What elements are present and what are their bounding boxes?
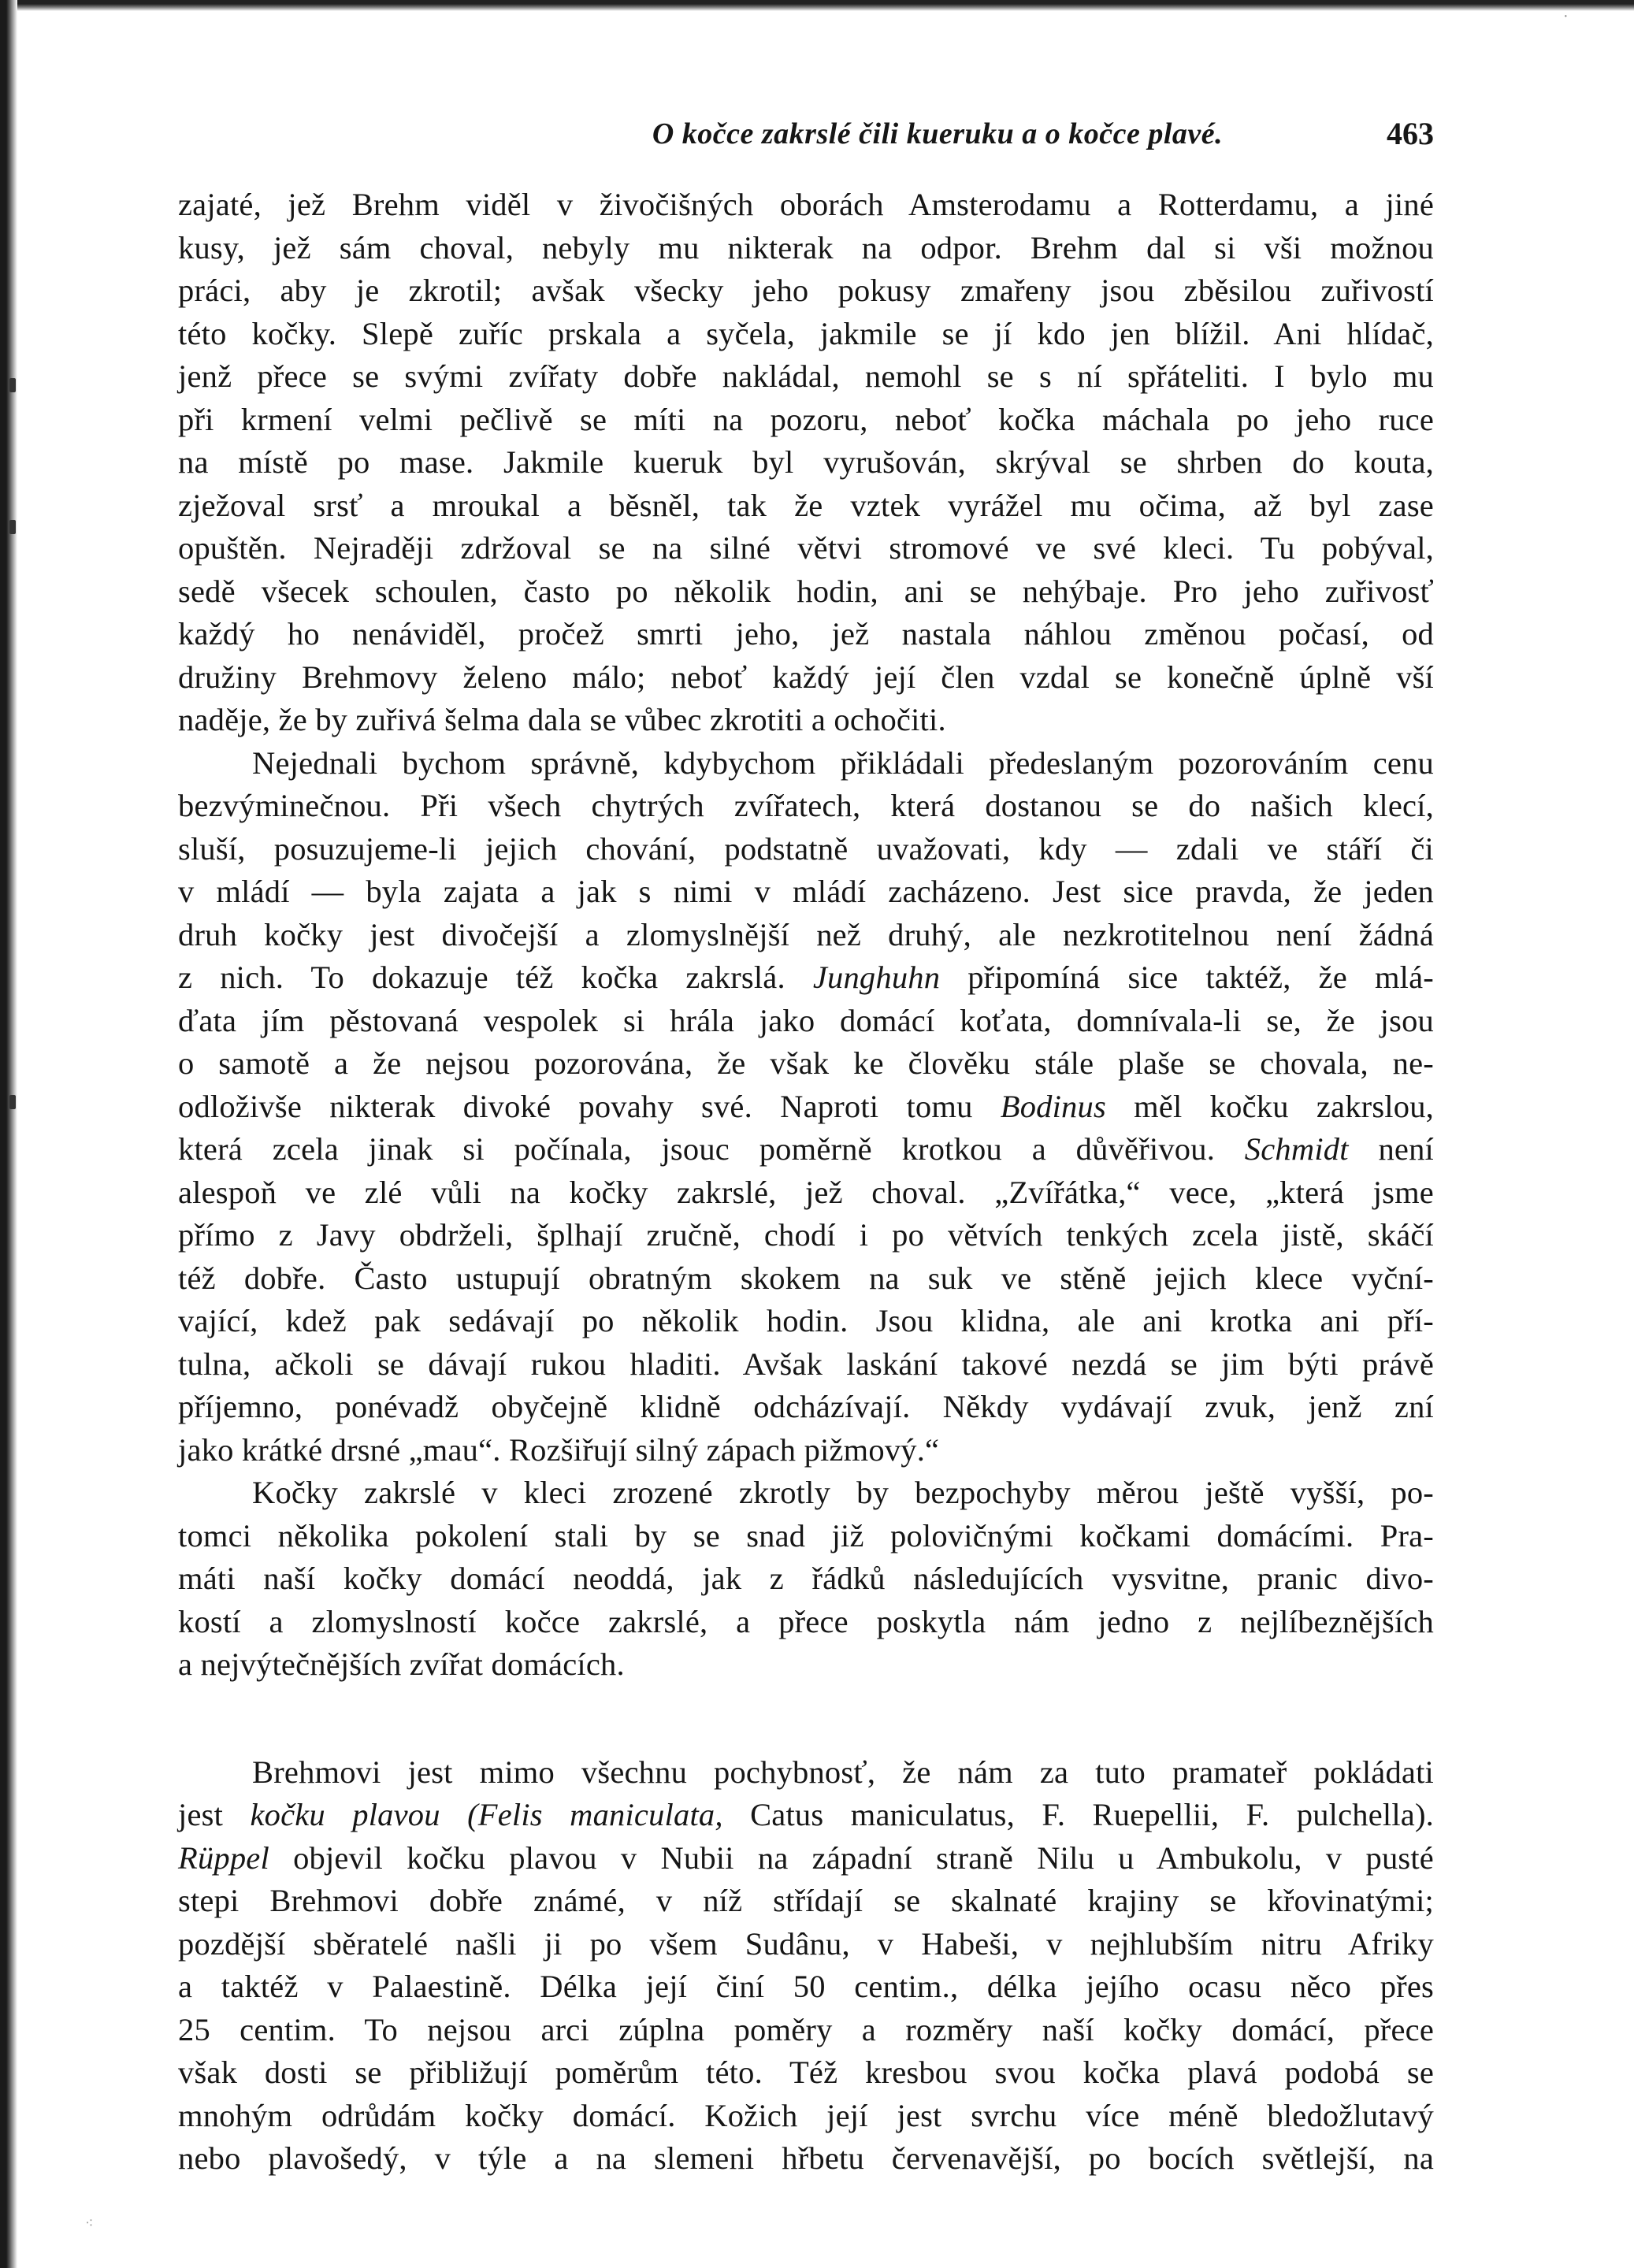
scan-speck: · — [1563, 8, 1569, 25]
text-run: Nejednali bychom správně, kdybychom přikládali předeslaným pozorováním cenu — [252, 744, 1434, 781]
text-line — [178, 742, 1434, 785]
text-run: kusy, jež sám choval, nebyly mu nikterak na odpor. Brehm dal si vši možnou — [178, 229, 1434, 265]
text-line — [178, 227, 1434, 270]
text-run: a nejvýtečnějších zvířat domácích. — [178, 1646, 625, 1682]
text-line — [178, 355, 1434, 399]
text-line — [178, 2051, 1434, 2095]
text-run: o samotě a že nejsou pozorována, že však ke člověku stále plaše se chovala, ne- — [178, 1045, 1434, 1081]
text-run: nebo plavošedý, v týle a na slemeni hřbetu červenavější, po bocích světlejší, na — [178, 2140, 1434, 2176]
text-line — [178, 1601, 1434, 1644]
text-line — [178, 2009, 1434, 2052]
text-run: máti naší kočky domácí neoddá, jak z řádků následujících vysvitne, pranic divo- — [178, 1561, 1434, 1596]
text-run: stepi Brehmovi dobře známé, v níž střídají se skalnaté krajiny se křovinatými; — [178, 1883, 1434, 1918]
text-run: při krmení velmi pečlivě se míti na pozoru, neboť kočka máchala po jeho ruce — [178, 401, 1434, 437]
text-run: tulna, ačkoli se dávají rukou hladiti. Avšak laskání takové nezdá se jim býti právě — [178, 1346, 1434, 1382]
text-line — [178, 870, 1434, 914]
text-line — [178, 1000, 1434, 1043]
text-line — [178, 1257, 1434, 1301]
text-run: není — [1348, 1131, 1434, 1167]
text-run: pozdější sběratelé našli ji po všem Sudânu, v Habeši, v nejhlubším nitru Afriky — [178, 1925, 1434, 1962]
paragraph — [178, 184, 1434, 742]
text-line — [178, 2095, 1434, 2138]
text-line — [178, 914, 1434, 957]
text-run: z nich. To dokazuje též kočka zakrslá. — [178, 960, 813, 995]
margin-mark — [9, 1095, 16, 1109]
text-run: Catus maniculatus, F. Ruepellii, F. pulchella). — [722, 1797, 1434, 1832]
text-line — [178, 1965, 1434, 2009]
text-line — [178, 1386, 1434, 1429]
text-run: naděje, že by zuřivá šelma dala se vůbec zkrotiti a ochočiti. — [178, 702, 946, 737]
text-run: Kočky zakrslé v kleci zrozené zkrotly by bezpochyby měrou ještě vyšší, po- — [252, 1475, 1434, 1510]
text-run: mnohým odrůdám kočky domácí. Kožich její jest svrchu více méně bledožlutavý — [178, 2097, 1434, 2133]
text-run: této kočky. Slepě zuříc prskala a syčela, jakmile se jí kdo jen blížil. Ani hlídač, — [178, 315, 1434, 351]
text-run: družiny Brehmovy želeno málo; neboť každý její člen vzdal se konečně úplně vší — [178, 659, 1434, 695]
text-line — [178, 613, 1434, 656]
italic-text: Junghuhn — [812, 960, 941, 995]
text-line — [178, 1837, 1434, 1880]
text-line — [178, 2137, 1434, 2181]
text-line — [178, 956, 1434, 1000]
text-line — [178, 656, 1434, 700]
text-run: sluší, posuzujeme-li jejich chování, podstatně uvažovati, kdy — zdali ve stáří či — [178, 830, 1434, 867]
text-run: jenž přece se svými zvířaty dobře nakládal, nemohl se s ní spřáteliti. I bylo mu — [178, 358, 1434, 394]
text-line — [178, 1880, 1434, 1923]
margin-mark — [9, 520, 16, 534]
text-run: připomíná sice taktéž, že mlá- — [940, 960, 1434, 995]
text-line — [178, 1794, 1434, 1837]
text-line — [178, 1751, 1434, 1795]
text-line — [178, 699, 1434, 742]
text-run: práci, aby je zkrotil; avšak všecky jeho pokusy zmařeny jsou zběsilou zuřivostí — [178, 273, 1434, 308]
text-line — [178, 1128, 1434, 1171]
text-line — [178, 785, 1434, 828]
text-line — [178, 484, 1434, 528]
text-run: alespoň ve zlé vůli na kočky zakrslé, jež choval. „Zvířátka,“ vece, „která jsme — [178, 1174, 1434, 1210]
text-run: však dosti se přibližují poměrům této. Též kresbou svou kočka plavá podobá se — [178, 2055, 1434, 2090]
text-line — [178, 1923, 1434, 1966]
text-line — [178, 399, 1434, 442]
text-run: ďata jím pěstovaná vespolek si hrála jako domácí koťata, domnívala-li se, že jsou — [178, 1002, 1434, 1038]
text-run: v mládí — byla zajata a jak s nimi v mládí zacházeno. Jest sice pravda, že jeden — [178, 874, 1434, 909]
paragraph — [178, 1751, 1434, 2181]
text-line — [178, 184, 1434, 227]
text-run: objevil kočku plavou v Nubii na západní straně Nilu u Ambukolu, v pusté — [269, 1839, 1434, 1876]
paragraph — [178, 1472, 1434, 1687]
text-run: zježoval srsť a mroukal a běsněl, tak že vztek vyrážel mu očima, až byl zase — [178, 487, 1434, 523]
margin-marks — [8, 0, 24, 2268]
text-run: jest — [178, 1797, 251, 1832]
running-title: O kočce zakrslé čili kueruku a o kočce plavé. — [652, 117, 1224, 150]
text-line — [178, 1515, 1434, 1558]
italic-text: Schmidt — [1244, 1131, 1349, 1167]
text-line — [178, 1300, 1434, 1343]
text-run: též dobře. Často ustupují obratným skokem na suk ve stěně jejich klece vyční- — [178, 1260, 1434, 1296]
text-line — [178, 313, 1434, 356]
italic-text: Bodinus — [1000, 1088, 1106, 1124]
text-line — [178, 1472, 1434, 1515]
text-run: která zcela jinak si počínala, jsouc poměrně krotkou a důvěřivou. — [178, 1131, 1245, 1167]
text-run: měl kočku zakrslou, — [1105, 1088, 1434, 1124]
text-line — [178, 1557, 1434, 1601]
text-line — [178, 1643, 1434, 1687]
text-line — [178, 1086, 1434, 1129]
text-run: druh kočky jest divočejší a zlomyslnější než druhý, ale nezkrotitelnou není žádná — [178, 916, 1434, 952]
text-line — [178, 527, 1434, 570]
text-run: 25 centim. To nejsou arci zúplna poměry a rozměry naší kočky domácí, přece — [178, 2011, 1434, 2047]
text-line — [178, 269, 1434, 313]
text-run: odloživše nikterak divoké povahy své. Naproti tomu — [178, 1088, 1001, 1124]
text-run: sedě všecek schoulen, často po několik hodin, ani se nehýbaje. Pro jeho zuřivosť — [178, 573, 1434, 609]
text-run: vající, kdež pak sedávají po několik hodin. Jsou klidna, ale ani krotka ani pří- — [178, 1303, 1434, 1338]
text-line — [178, 828, 1434, 871]
paragraph — [178, 742, 1434, 1472]
text-line — [178, 1042, 1434, 1086]
text-run: bezvýminečnou. Při všech chytrých zvířatech, která dostanou se do našich klecí, — [178, 788, 1434, 823]
scan-page-edge-top — [0, 0, 1634, 11]
text-run: a taktéž v Palaestině. Délka její činí 50 centim., délka jejího ocasu něco přes — [178, 1969, 1434, 2004]
text-line — [178, 570, 1434, 614]
text-line — [178, 1214, 1434, 1257]
text-run: přímo z Javy obdrželi, šplhají zručně, chodí i po větvích tenkých zcela jistě, skáčí — [178, 1217, 1434, 1253]
text-run: jako krátké drsné „mau“. Rozšiřují silný zápach pižmový.“ — [178, 1431, 940, 1468]
text-run: tomci několika pokolení stali by se snad již polovičnými kočkami domácími. Pra- — [178, 1517, 1434, 1553]
body-text — [178, 184, 1434, 2181]
text-run: zajaté, jež Brehm viděl v živočišných oborách Amsterodamu a Rotterdamu, a jiné — [178, 187, 1434, 222]
italic-text: kočku plavou (Felis maniculata, — [250, 1797, 723, 1832]
text-line — [178, 1429, 1434, 1472]
text-line — [178, 1343, 1434, 1386]
margin-mark — [9, 378, 16, 392]
text-run: kostí a zlomyslností kočce zakrslé, a přece poskytla nám jedno z nejlíbeznějších — [178, 1603, 1434, 1639]
italic-text: Rüppel — [178, 1839, 269, 1876]
section-gap — [178, 1687, 1434, 1751]
page-number: 463 — [1387, 116, 1434, 151]
text-run: každý ho nenáviděl, pročež smrti jeho, jež nastala náhlou změnou počasí, od — [178, 616, 1434, 651]
text-line — [178, 441, 1434, 484]
text-line — [178, 1171, 1434, 1215]
scan-speck: ⁖ — [85, 2215, 94, 2231]
text-run: opuštěn. Nejraději zdržoval se na silné větvi stromové ve své kleci. Tu pobýval, — [178, 530, 1434, 566]
text-run: Brehmovi jest mimo všechnu pochybnosť, že nám za tuto pramateř pokládati — [252, 1754, 1434, 1790]
text-run: na místě po mase. Jakmile kueruk byl vyrušován, skrýval se shrben do kouta, — [178, 444, 1434, 480]
text-run: příjemno, ponévadž obyčejně klidně odcházívají. Někdy vydávají zvuk, jenž zní — [178, 1389, 1434, 1424]
